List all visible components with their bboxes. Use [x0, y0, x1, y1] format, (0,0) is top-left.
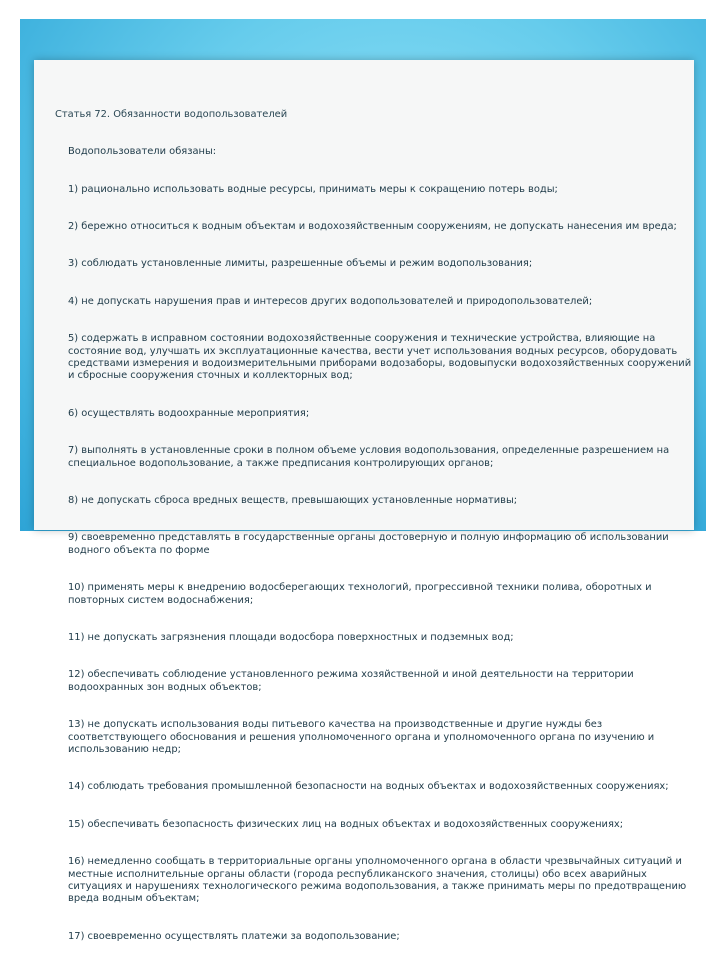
list-item: 14) соблюдать требования промышленной безопасности на водных объектах и водохозяйственных сооружениях; — [68, 781, 669, 793]
list-item: 16) немедленно сообщать в территориальные органы уполномоченного органа в области чрезвычайных ситуаций и местные исполнительные органы области (города республиканского значения, столицы) обо всех аварийных ситуациях и нарушениях технологического режима водопользования, а также принимать меры по предотвращению вреда водным объектам; — [68, 856, 690, 905]
list-item: 12) обеспечивать соблюдение установленного режима хозяйственной и иной деятельности на территории водоохранных зон водных объектов; — [68, 669, 637, 693]
list-item: 6) осуществлять водоохранные мероприятия; — [68, 407, 310, 419]
article-title: Статья 72. Обязанности водопользователей — [55, 108, 288, 120]
list-item: 15) обеспечивать безопасность физических лиц на водных объектах и водохозяйственных сооружениях; — [68, 818, 624, 830]
list-item: 8) не допускать сброса вредных веществ, превышающих установленные нормативы; — [68, 494, 518, 506]
list-item: 10) применять меры к внедрению водосберегающих технологий, прогрессивной техники полива, оборотных и повторных систем водоснабжения; — [68, 582, 655, 606]
article-text — [55, 84, 693, 956]
list-item: 7) выполнять в установленные сроки в полном объеме условия водопользования, определенные разрешением на специальное водопользование, а также предписания контролирующих органов; — [68, 445, 673, 469]
list-item: 4) не допускать нарушения прав и интересов других водопользователей и природопользователей; — [68, 295, 593, 307]
list-item: 5) содержать в исправном состоянии водохозяйственные сооружения и технические устройства, влияющие на состояние вод, улучшать их эксплуатационные качества, вести учет использования водных ресурсов, оборудовать средствами измерения и водоизмерительными приборами водозаборы, водовыпуски водохозяйственных сооружений и сбросные сооружения сточных и коллекторных вод; — [68, 333, 695, 382]
list-item: 13) не допускать использования воды питьевого качества на производственные и другие нужды без соответствующего обоснования и решения уполномоченного органа и уполномоченного органа по изучению и использованию недр; — [68, 719, 658, 756]
list-item: 17) своевременно осуществлять платежи за водопользование; — [68, 930, 400, 942]
list-item: 1) рационально использовать водные ресурсы, принимать меры к сокращению потерь воды; — [68, 183, 558, 195]
article-intro: Водопользователи обязаны: — [68, 146, 217, 158]
list-item: 9) своевременно представлять в государственные органы достоверную и полную информацию об использовании водного объекта по форме — [68, 532, 672, 556]
list-item: 3) соблюдать установленные лимиты, разрешенные объемы и режим водопользования; — [68, 258, 533, 270]
list-item: 11) не допускать загрязнения площади водосбора поверхностных и подземных вод; — [68, 631, 514, 643]
list-item: 2) бережно относиться к водным объектам и водохозяйственным сооружениям, не допускать нанесения им вреда; — [68, 220, 677, 232]
